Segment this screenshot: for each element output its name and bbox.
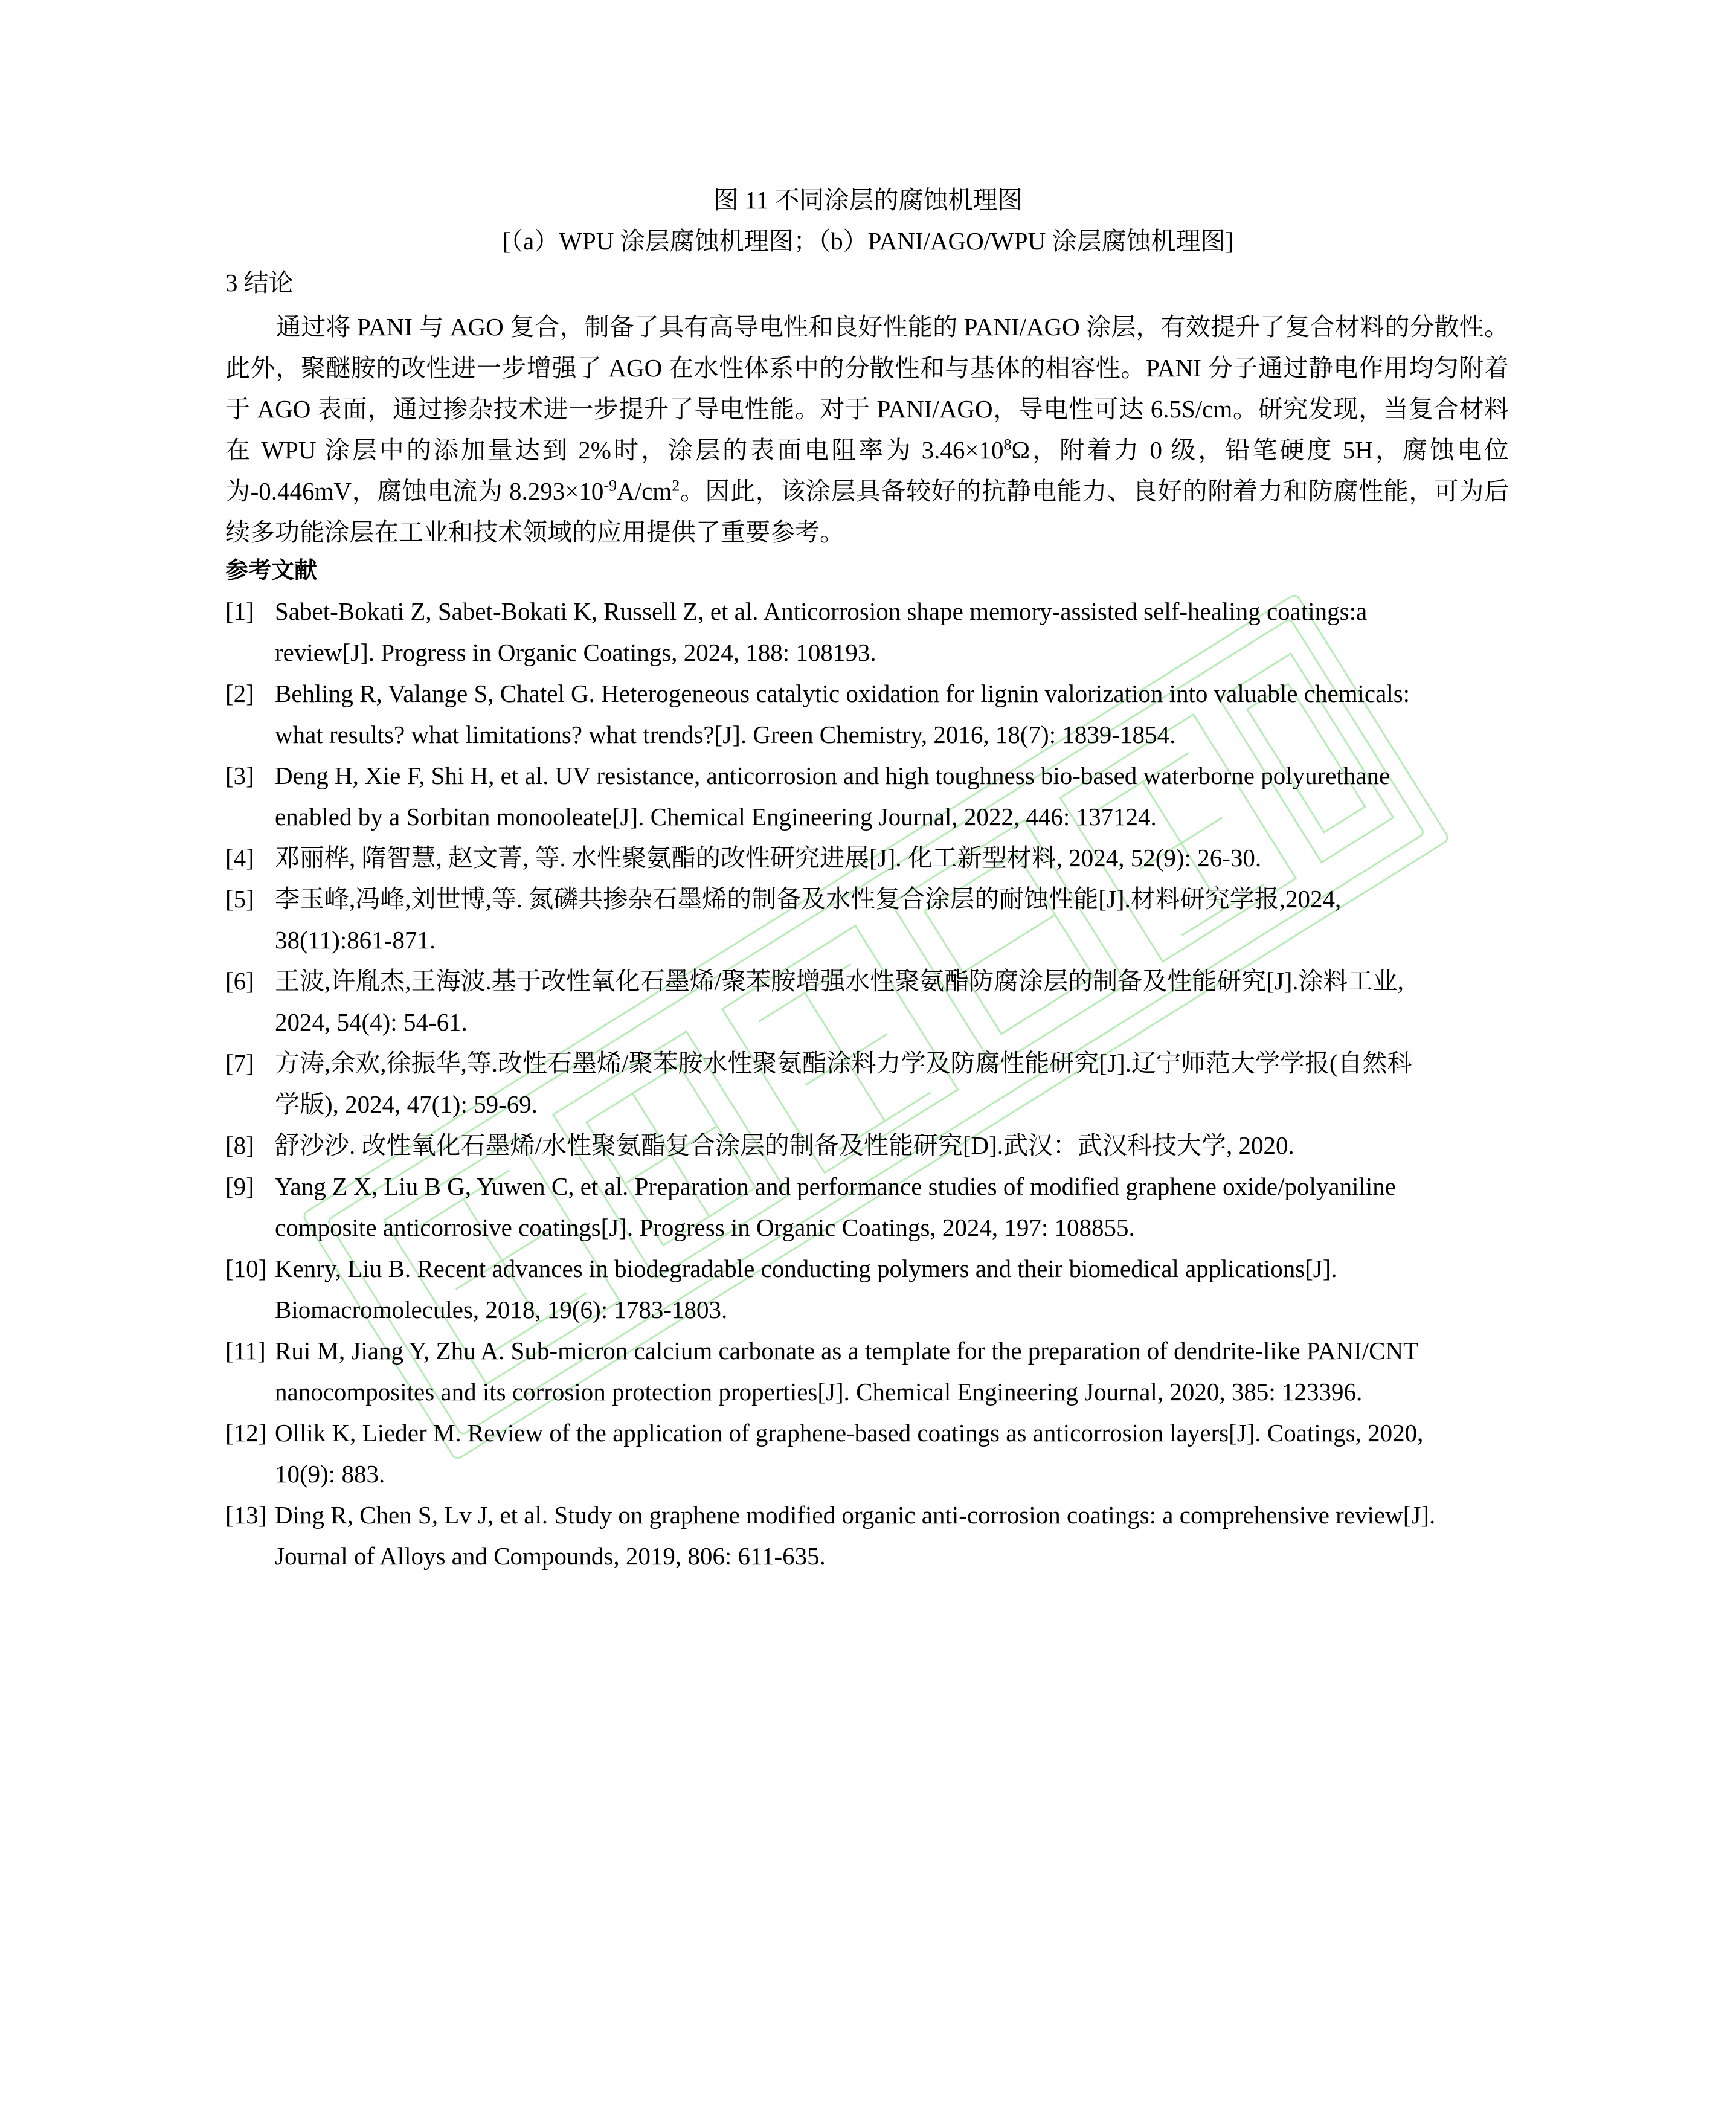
reference-text-continuation: review[J]. Progress in Organic Coatings, 2024, 188: 108193. — [275, 638, 876, 666]
reference-item — [225, 1330, 1509, 1412]
conclusion-text-part1: 通过将 PANI 与 AGO 复合，制备了具有高导电性和良好性能的 PANI/AGO 涂层，有效提升了复合材料的分散性。此外，聚醚胺的改性进一步增强了 AGO 在水性体系中的分散性和与基体的相容性。PANI 分子通过静电作用均匀附着于 AGO 表面，通过掺杂技术进一步提升了导电性能。对于 PANI/AGO，导电性可达 6.5S/cm。研究发现，当复合材料在 WPU 涂层中的添加量达到 2%时，涂层的表面电阻率为 3.46×10 — [225, 313, 1509, 464]
reference-number: [10] — [225, 1255, 267, 1282]
reference-text: Deng H, Xie F, Shi H, et al. UV resistance, anticorrosion and high toughness bio-based waterborne polyurethane — [275, 762, 1390, 789]
reference-item — [225, 1412, 1509, 1494]
reference-text: Kenry, Liu B. Recent advances in biodegradable conducting polymers and their biomedical applications[J]. — [275, 1255, 1337, 1282]
reference-line — [225, 755, 1509, 796]
exponent-resistivity: 8 — [1003, 436, 1012, 454]
references-list — [225, 591, 1509, 1577]
reference-number: [11] — [225, 1337, 266, 1365]
exponent-area: 2 — [672, 477, 680, 495]
conclusion-text-part2: Ω，附着力 0 级，铅笔硬度 5H，腐蚀电位为-0.446mV，腐蚀电流为 8.293×10 — [225, 436, 1509, 505]
reference-text-continuation: enabled by a Sorbitan monooleate[J]. Chemical Engineering Journal, 2022, 446: 137124. — [275, 803, 1157, 831]
reference-text: 邓丽桦, 隋智慧, 赵文菁, 等. 水性聚氨酯的改性研究进展[J]. 化工新型材料, 2024, 52(9): 26-30. — [275, 844, 1262, 872]
conclusion-text-part3: A/cm — [617, 477, 672, 505]
reference-text: 舒沙沙. 改性氧化石墨烯/水性聚氨酯复合涂层的制备及性能研究[D].武汉：武汉科技大学, 2020. — [275, 1131, 1294, 1159]
reference-line — [225, 1043, 1509, 1084]
reference-number: [5] — [225, 885, 254, 913]
reference-text-continuation: Biomacromolecules, 2018, 19(6): 1783-1803. — [275, 1296, 728, 1323]
reference-number: [8] — [225, 1131, 254, 1159]
reference-line — [225, 591, 1509, 632]
reference-item — [225, 755, 1509, 837]
reference-line — [225, 878, 1509, 919]
conclusion-text-part4: 。因此，该涂层具备较好的抗静电能力、良好的附着力和防腐性能，可为后续多功能涂层在工业和技术领域的应用提供了重要参考。 — [225, 477, 1509, 546]
reference-item — [225, 1125, 1509, 1166]
section-heading-conclusion: 3 结论 — [225, 269, 294, 297]
reference-line — [225, 960, 1509, 1002]
reference-number: [7] — [225, 1049, 254, 1077]
reference-number: [6] — [225, 967, 254, 995]
conclusion-paragraph — [225, 306, 1509, 553]
references-heading: 参考文献 — [225, 557, 318, 584]
reference-item — [225, 837, 1509, 878]
reference-line — [225, 837, 1509, 878]
reference-text: Rui M, Jiang Y, Zhu A. Sub-micron calcium carbonate as a template for the preparation of dendrite-like PANI/CNT — [275, 1337, 1419, 1365]
figure-caption-title: 图 11 不同涂层的腐蚀机理图 — [713, 186, 1023, 214]
reference-item — [225, 1166, 1509, 1248]
reference-text: 李玉峰,冯峰,刘世博,等. 氮磷共掺杂石墨烯的制备及水性复合涂层的耐蚀性能[J].材料研究学报,2024, — [275, 885, 1342, 913]
reference-text: Behling R, Valange S, Chatel G. Heterogeneous catalytic oxidation for lignin valorization into valuable chemicals: — [275, 680, 1410, 707]
reference-line — [225, 673, 1509, 714]
reference-number: [9] — [225, 1172, 254, 1200]
reference-item — [225, 1248, 1509, 1330]
reference-text: Ollik K, Lieder M. Review of the application of graphene-based coatings as anticorrosion layers[J]. Coatings, 2020, — [275, 1419, 1424, 1447]
reference-text-continuation: 10(9): 883. — [275, 1460, 385, 1488]
reference-number: [13] — [225, 1501, 267, 1529]
reference-item — [225, 673, 1509, 755]
reference-line — [225, 1166, 1509, 1207]
reference-text-continuation: what results? what limitations? what trends?[J]. Green Chemistry, 2016, 18(7): 1839-1854. — [275, 721, 1176, 748]
reference-text-continuation: Journal of Alloys and Compounds, 2019, 806: 611-635. — [275, 1542, 826, 1570]
reference-text-continuation: 学版), 2024, 47(1): 59-69. — [275, 1090, 538, 1118]
reference-number: [1] — [225, 597, 254, 625]
reference-line — [225, 1125, 1509, 1166]
reference-number: [12] — [225, 1419, 267, 1447]
reference-item — [225, 591, 1509, 673]
reference-line — [225, 1248, 1509, 1289]
reference-text-continuation: 38(11):861-871. — [275, 926, 436, 954]
reference-text-continuation: nanocomposites and its corrosion protection properties[J]. Chemical Engineering Journal, 2020, 385: 123396. — [275, 1378, 1363, 1406]
reference-number: [3] — [225, 762, 254, 789]
reference-line — [225, 1330, 1509, 1371]
reference-item — [225, 960, 1509, 1043]
reference-number: [4] — [225, 844, 254, 872]
reference-text: Yang Z X, Liu B G, Yuwen C, et al. Preparation and performance studies of modified graphene oxide/polyaniline — [275, 1172, 1396, 1200]
reference-text: Sabet-Bokati Z, Sabet-Bokati K, Russell Z, et al. Anticorrosion shape memory-assisted self-healing coatings:a — [275, 597, 1368, 625]
reference-text-continuation: 2024, 54(4): 54-61. — [275, 1008, 468, 1036]
figure-caption-subtitle: [（a）WPU 涂层腐蚀机理图；（b）PANI/AGO/WPU 涂层腐蚀机理图] — [502, 227, 1234, 255]
reference-text: 方涛,余欢,徐振华,等.改性石墨烯/聚苯胺水性聚氨酯涂料力学及防腐性能研究[J].辽宁师范大学学报(自然科 — [275, 1049, 1412, 1077]
reference-text: Ding R, Chen S, Lv J, et al. Study on graphene modified organic anti-corrosion coatings: a comprehensive review[J]. — [275, 1501, 1436, 1529]
reference-line — [225, 1412, 1509, 1453]
reference-item — [225, 878, 1509, 960]
reference-text-continuation: composite anticorrosive coatings[J]. Progress in Organic Coatings, 2024, 197: 108855. — [275, 1214, 1135, 1241]
reference-number: [2] — [225, 680, 254, 707]
reference-item — [225, 1043, 1509, 1125]
reference-item — [225, 1494, 1509, 1577]
reference-text: 王波,许胤杰,王海波.基于改性氧化石墨烯/聚苯胺增强水性聚氨酯防腐涂层的制备及性能研究[J].涂料工业, — [275, 967, 1404, 995]
reference-line — [225, 1494, 1509, 1535]
exponent-current: -9 — [603, 477, 617, 495]
